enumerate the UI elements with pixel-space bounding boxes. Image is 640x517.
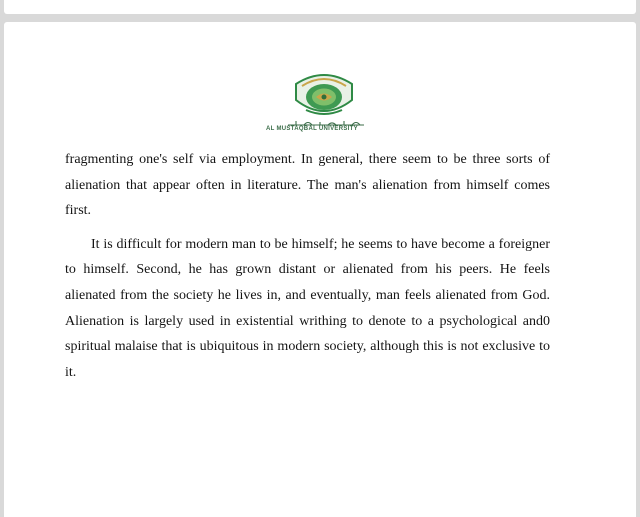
paragraph-2: It is difficult for modern man to be himself; he seems to have become a foreigner to himself. Second, he has grown distant or alienated from his peers. He feels alienated from the society he lives in, and eventually, man feels alienated from God. Alienation is largely used in existential writhing to denote to a psychological and0 spiritual malaise that is ubiquitous in modern society, although this is not exclusive to it. — [65, 236, 550, 380]
previous-page-edge — [4, 0, 636, 14]
university-name: AL MUSTAQBAL UNIVERSITY — [266, 126, 358, 132]
paragraph-1: fragmenting one's self via employment. In general, there seem to be three sorts of alienation that appear often in literature. The man's alienation from himself comes first. — [65, 152, 550, 219]
body-text — [65, 147, 550, 385]
document-page — [4, 22, 636, 517]
university-seal-icon — [292, 70, 356, 118]
